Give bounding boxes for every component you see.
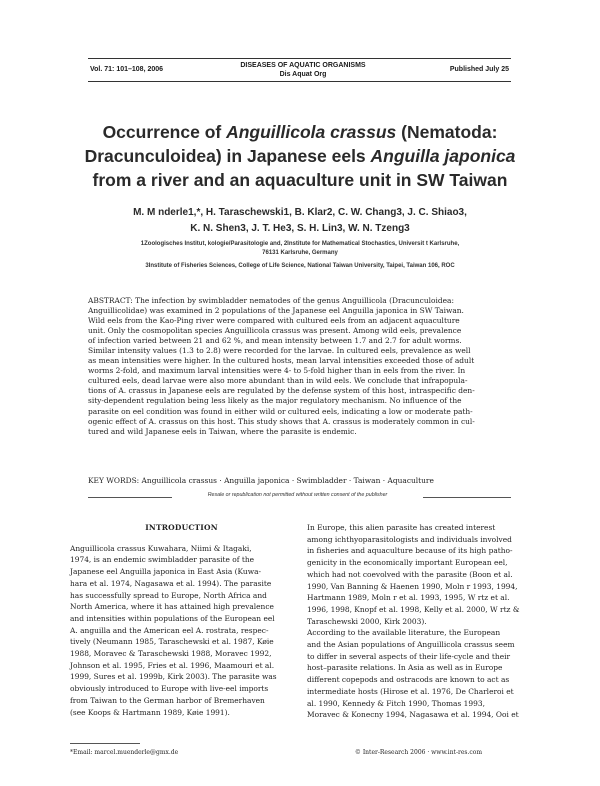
text-line: 1996, 1998, Knopf et al. 1998, Kelly et al. 2000, W rtz & [307, 604, 520, 614]
journal-header [88, 58, 511, 82]
text-line: intermediate hosts (Hirose et al. 1976, De Charleroi et [307, 686, 514, 696]
author-list [60, 205, 540, 237]
text-line: Japanese eel Anguilla japonica in East Asia (Kuwa- [70, 567, 262, 577]
text-line: Moravec & Konecny 1994, Nagasawa et al. 1994, Ooi et [307, 710, 519, 720]
text-line: According to the available literature, the European [307, 628, 501, 638]
text-line: to differ in several aspects of their life-cycle and their [307, 651, 511, 661]
text-line: Anguillicola crassus Kuwahara, Niimi & Itagaki, [70, 543, 252, 553]
left-column-body [70, 543, 293, 719]
text-line: which had not coevolved with the parasite (Boon et al. [307, 569, 513, 579]
section-heading: INTRODUCTION [145, 523, 218, 532]
author-line: M. M nderle1,*, H. Taraschewski1, B. Klar2, C. W. Chang3, J. C. Shiao3, [133, 207, 467, 218]
text-line: 1990, Van Banning & Haenen 1990, Moln r 1993, 1994, [307, 581, 518, 591]
text-line: hara et al. 1974, Nagasawa et al. 1994). The parasite [70, 578, 272, 588]
divider [423, 497, 511, 498]
divider [88, 497, 172, 498]
text-line: obviously introduced to Europe with live-eel imports [70, 684, 269, 694]
text-line: in fisheries and aquaculture because of its high patho- [307, 546, 513, 556]
text-line: 1974, is an endemic swimbladder parasite of the [70, 555, 255, 565]
keywords: KEY WORDS: Anguillicola crassus · Anguilla japonica · Swimbladder · Taiwan · Aquaculture [88, 476, 434, 485]
text-line: Similar intensity values (1.3 to 2.8) were recorded for the larvae. In cultured eels, prevalence as well [88, 346, 471, 356]
text-line: In Europe, this alien parasite has created interest [307, 523, 496, 532]
right-column [307, 522, 530, 721]
text-line: tions of A. crassus in Japanese eels are regulated by the defense system of this host, intraspecific den- [88, 386, 475, 396]
text-line: from Taiwan to the German harbor of Bremerhaven [70, 695, 265, 705]
affiliation-line: 1Zoologisches Institut, kologie/Parasitologie and, 2Institute for Mathematical Stochastics, Universit t Karlsruhe, [140, 241, 460, 247]
text-line: 1999, Sures et al. 1999b, Kirk 2003). The parasite was [70, 672, 277, 682]
text-line: worms 2-fold, and maximum larval intensities were 4- to 5-fold higher than in eels from the river. In [88, 366, 466, 376]
volume-info: Vol. 71: 101–108, 2006 [90, 66, 164, 73]
text-line: A. anguilla and the American eel A. rostrata, respec- [70, 625, 269, 635]
text-line: Hartmann 1989, Moln r et al. 1993, 1995, W rtz et al. [307, 593, 510, 603]
copyright-notice: © Inter-Research 2006 · www.int-res.com [354, 749, 483, 756]
text-line: genicity in the economically important European eel, [307, 558, 508, 568]
text-line: Wild eels from the Kao-Ping river were compared with cultured eels from an adjacent aquaculture [88, 316, 460, 326]
text-line: al. 1990, Kennedy & Fitch 1990, Thomas 1993, [307, 698, 485, 708]
text-line: of infection varied between 21 and 62 %, and mean intensity between 1.7 and 2.7 for adult worms. [88, 336, 462, 346]
paper-title [40, 120, 560, 192]
text-line: Johnson et al. 1995, Fries et al. 1996, Maamouri et al. [70, 660, 275, 670]
text-line: Taraschewski 2000, Kirk 2003). [307, 616, 427, 626]
affiliation-2 [70, 262, 530, 271]
affiliation-1 [70, 240, 530, 258]
text-line: unit. Only the cosmopolitan species Anguillicola crassus was present. Among wild eels, prevalence [88, 326, 462, 336]
journal-name [228, 61, 378, 79]
journal-name-full: DISEASES OF AQUATIC ORGANISMS [240, 62, 366, 69]
text-line: cultured eels, dead larvae were also more abundant than in wild eels. We conclude that infrapopula- [88, 376, 468, 386]
abstract [88, 296, 511, 437]
text-line: and the Asian populations of Anguillicola crassus seem [307, 640, 515, 650]
text-line: different copepods and ostracods are known to act as [307, 675, 510, 685]
resale-text: Resale or republication not permitted without written consent of the publisher [207, 492, 388, 498]
text-line: tured and wild Japanese eels in Taiwan, where the parasite is endemic. [88, 426, 357, 436]
text-line: ABSTRACT: The infection by swimbladder nematodes of the genus Anguillicola (Dracunculoidea: [88, 296, 454, 305]
affiliation-line: 3Institute of Fisheries Sciences, College of Life Science, National Taiwan University, Taipei, Taiwan 106, ROC [145, 263, 455, 269]
text-line: ogenic effect of A. crassus on this host. This study shows that A. crassus is moderately common in cul- [88, 416, 475, 426]
title-text: from a river and an aquaculture unit in SW Taiwan [92, 170, 508, 190]
footnote-divider [70, 743, 140, 744]
title-text: Occurrence of [102, 122, 227, 142]
text-line: North America, where it has attained high prevalence [70, 602, 274, 612]
text-line: (see Koops & Hartmann 1989, Køie 1991). [70, 707, 230, 717]
text-line: host–parasite relations. In Asia as well as in Europe [307, 663, 503, 673]
publication-date: Published July 25 [449, 66, 509, 73]
text-line: sity-dependent regulation being less likely as the major regulatory mechanism. No influence of the [88, 396, 462, 406]
right-column-body [307, 522, 530, 721]
text-line: has successfully spread to Europe, North Africa and [70, 590, 267, 600]
affiliation-line: 76131 Karlsruhe, Germany [262, 250, 338, 256]
author-line: K. N. Shen3, J. T. He3, S. H. Lin3, W. N. Tzeng3 [190, 223, 410, 234]
journal-abbrev: Dis Aquat Org [279, 71, 327, 78]
title-species: Anguilla japonica [370, 146, 516, 166]
text-line: 1988, Moravec & Taraschewski 1988, Moravec 1992, [70, 649, 272, 659]
title-species: Anguillicola crassus [226, 122, 397, 142]
text-line: and intensities within populations of the European eel [70, 613, 275, 623]
text-line: Anguillicolidae) was examined in 2 populations of the Japanese eel Anguilla japonica in SW Taiwan. [88, 306, 464, 316]
resale-notice [88, 492, 511, 502]
author-email-footnote: *Email: marcel.muenderle@gmx.de [70, 749, 179, 756]
text-line: tively (Neumann 1985, Taraschewski et al. 1987, Køie [70, 637, 274, 647]
text-line: parasite on eel condition was found in either wild or cultured eels, indicating a low or moderate path- [88, 406, 473, 416]
title-text: Dracunculoidea) in Japanese eels [84, 146, 371, 166]
text-line: as mean intensities were higher. In the cultured hosts, mean larval intensities exceeded those of adult [88, 356, 475, 366]
title-text: (Nematoda: [396, 122, 498, 142]
text-line: among ichthyoparasitologists and individuals involved [307, 534, 512, 544]
left-column [70, 522, 293, 718]
